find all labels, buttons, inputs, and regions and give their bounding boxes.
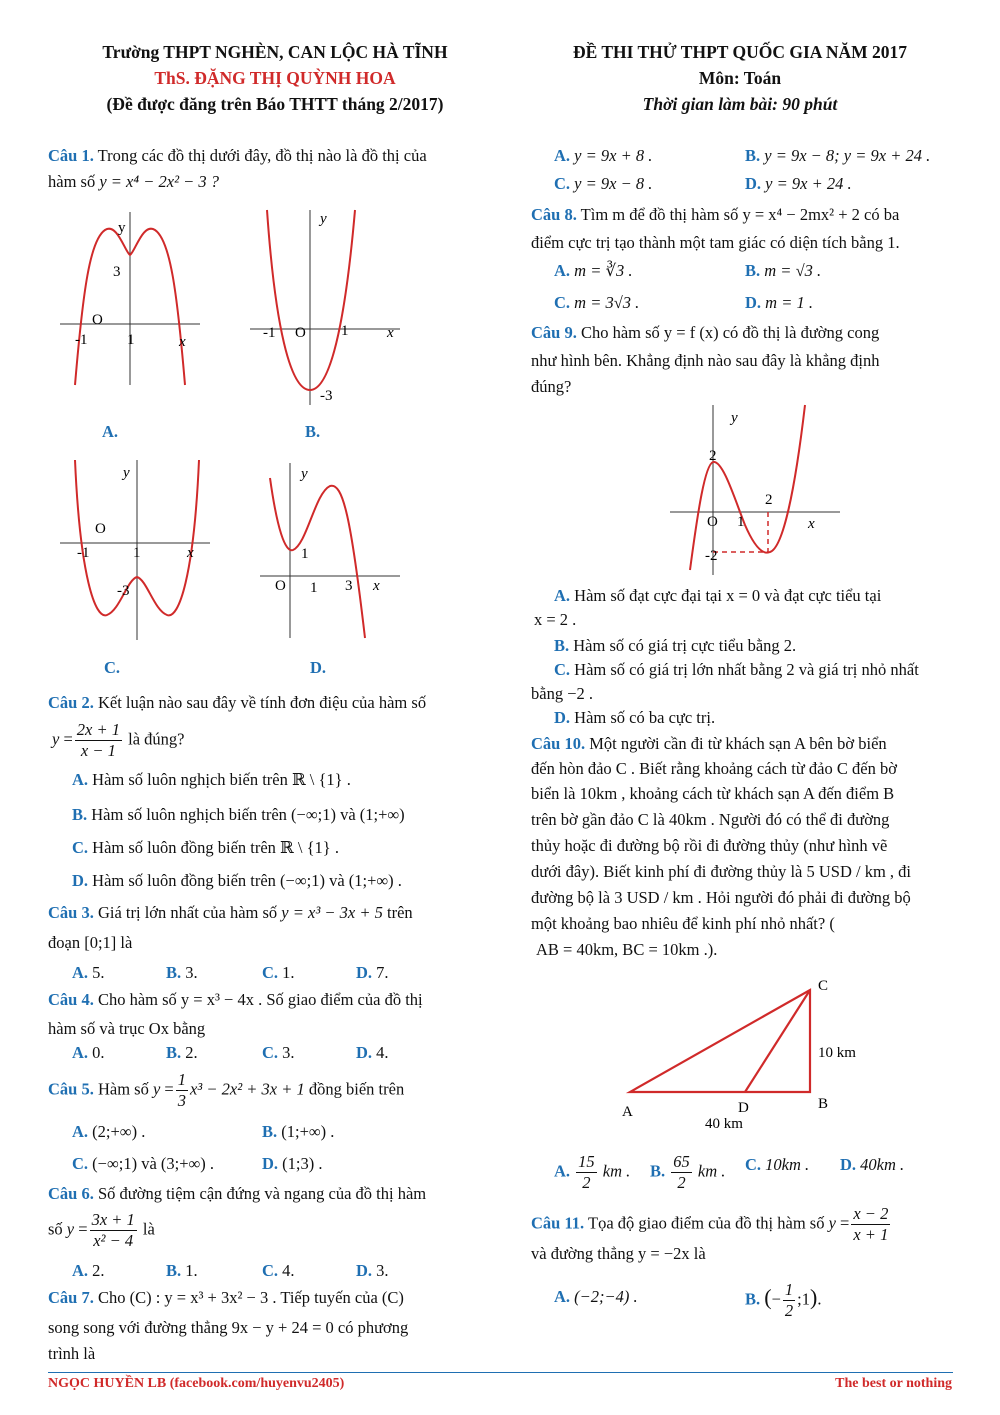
- graph-b-o: O: [295, 325, 306, 341]
- q9-line3: đúng?: [531, 377, 572, 396]
- q10-option-b: B. $\frac{65}{2}$ km .: [650, 1152, 726, 1192]
- q3-line1: Câu 3. Giá trị lớn nhất của hàm số y = x³ − 3x + 5 trên: [48, 903, 413, 922]
- q9-graph: [665, 400, 845, 580]
- graph-c-o: O: [95, 521, 106, 537]
- q10-line9: AB = 40km, BC = 10km .).: [536, 940, 718, 959]
- q5-option-d: D. (1;3) .: [262, 1154, 323, 1173]
- graph-c-x: x: [187, 545, 194, 561]
- graph-c-p1: 1: [133, 545, 141, 561]
- q7-option-c: C. y = 9x − 8 .: [554, 174, 653, 193]
- graph-d-y: y: [301, 466, 308, 482]
- q9-option-d: D. Hàm số có ba cực trị.: [554, 708, 716, 727]
- q9-graph-1: 1: [737, 514, 745, 530]
- q10-line8: một khoảng bao nhiêu để kinh phí nhỏ nhất? (: [531, 914, 835, 933]
- q9-option-c: C. Hàm số có giá trị lớn nhất bằng 2 và giá trị nhỏ nhất: [554, 660, 919, 679]
- publish-note: (Đề được đăng trên Báo THTT tháng 2/2017): [106, 94, 444, 114]
- q8-option-b: B. m = √3 .: [745, 261, 822, 280]
- q2-line2: y = $\frac{2x + 1}{x - 1}$ là đúng?: [52, 720, 185, 760]
- q10-point-b: B: [818, 1096, 829, 1112]
- exam-subject: Môn: Toán: [698, 68, 782, 88]
- graph-a-x: x: [179, 334, 186, 350]
- q3-option-b: B. 3.: [166, 963, 198, 982]
- graph-c: [55, 455, 215, 645]
- q10-side-bc: 10 km: [818, 1045, 856, 1061]
- q5-option-b: B. (1;+∞) .: [262, 1122, 335, 1141]
- q10-line4: trên bờ gần đảo C là 40km . Người đó có thể đi đường: [531, 810, 890, 829]
- q5-option-a: A. (2;+∞) .: [72, 1122, 146, 1141]
- school-name: Trường THPT NGHÈN, CAN LỘC HÀ TĨNH: [102, 42, 448, 62]
- q9-option-a: A. Hàm số đạt cực đại tại x = 0 và đạt cực tiểu tại: [554, 586, 882, 605]
- q10-side-ab: 40 km: [705, 1116, 743, 1132]
- footer-divider: [48, 1372, 953, 1373]
- q6-option-b: B. 1.: [166, 1261, 198, 1280]
- q10-line1: Câu 10. Một người cần đi từ khách sạn A bên bờ biển: [531, 734, 887, 753]
- q4-option-a: A. 0.: [72, 1043, 105, 1062]
- q9-option-a-cont: x = 2 .: [534, 610, 577, 629]
- q9-option-c-cont: bằng −2 .: [531, 684, 594, 703]
- q8-option-a: A. m = ∛3 .: [554, 261, 633, 280]
- q4-option-d: D. 4.: [356, 1043, 389, 1062]
- graph-b-p1: 1: [341, 323, 349, 339]
- graph-b-m3: -3: [320, 388, 333, 404]
- q2-line1: Câu 2. Kết luận nào sau đây về tính đơn điệu của hàm số: [48, 693, 427, 712]
- exam-title: ĐỀ THI THỬ THPT QUỐC GIA NĂM 2017: [572, 42, 907, 62]
- q2-option-c: C. Hàm số luôn đồng biến trên ℝ \ {1} .: [72, 838, 339, 857]
- q10-line6: dưới đây). Biết kinh phí đi đường thủy là 5 USD / km , đi: [531, 862, 911, 881]
- graph-b-y: y: [320, 211, 327, 227]
- graph-d-p1: 1: [310, 580, 318, 596]
- graph-d-o: O: [275, 578, 286, 594]
- q6-option-d: D. 3.: [356, 1261, 389, 1280]
- q6-option-c: C. 4.: [262, 1261, 295, 1280]
- q1-line2: hàm số y = x⁴ − 2x² − 3 ?: [48, 172, 220, 191]
- q7-option-d: D. y = 9x + 24 .: [745, 174, 852, 193]
- q10-line2: đến hòn đảo C . Biết rằng khoảng cách từ đảo C đến bờ: [531, 759, 897, 778]
- q10-point-c: C: [818, 978, 829, 994]
- q10-option-c: C. 10km .: [745, 1155, 810, 1174]
- footer-left: NGỌC HUYỀN LB (facebook.com/huyenvu2405): [48, 1376, 345, 1391]
- q5-line1: Câu 5. Hàm số y = $\frac{1}{3}$ x³ − 2x² + 3x + 1 đồng biến trên: [48, 1070, 405, 1110]
- graph-c-m3: -3: [117, 583, 130, 599]
- graph-a-y: y: [118, 220, 126, 236]
- q6-line2: số y = $\frac{3x + 1}{\text{x² − 4}}$ là: [48, 1210, 155, 1250]
- graph-c-m1: -1: [77, 545, 90, 561]
- q9-line2: như hình bên. Khẳng định nào sau đây là khẳng định: [531, 351, 880, 370]
- q7-line2: song song với đường thẳng 9x − y + 24 = 0 có phương: [48, 1318, 409, 1337]
- q7-option-b: B. y = 9x − 8; y = 9x + 24 .: [745, 146, 931, 165]
- q11-line2: và đường thẳng y = −2x là: [531, 1244, 706, 1263]
- graph-c-y: y: [123, 465, 130, 481]
- q2-fraction: $\frac{2x + 1}{x - 1}$: [76, 720, 120, 760]
- q4-line2: hàm số và trục Ox bằng: [48, 1019, 206, 1038]
- q10-triangle: [610, 970, 870, 1140]
- author-name: ThS. ĐẶNG THỊ QUỲNH HOA: [154, 68, 396, 88]
- q10-line3: biển là 10km , khoảng cách từ khách sạn A đến điểm B: [531, 784, 895, 803]
- q8-option-d: D. m = 1 .: [745, 293, 813, 312]
- q11-option-b: B. (− $\frac{1}{2}$ ;1).: [745, 1280, 822, 1320]
- graph-a-3: 3: [113, 264, 121, 280]
- graph-b: [245, 205, 405, 410]
- q3-line2: đoạn [0;1] là: [48, 933, 133, 952]
- q4-line1: Câu 4. Cho hàm số y = x³ − 4x . Số giao điểm của đồ thị: [48, 990, 423, 1009]
- q11-option-a: A. (−2;−4) .: [554, 1287, 638, 1306]
- graph-d-x: x: [373, 578, 380, 594]
- q9-graph-x: x: [808, 516, 815, 532]
- q4-option-c: C. 3.: [262, 1043, 295, 1062]
- q3-option-a: A. 5.: [72, 963, 105, 982]
- q10-option-d: D. 40km .: [840, 1155, 905, 1174]
- graph-a-label: A.: [102, 422, 119, 441]
- q7-line3: trình là: [48, 1344, 96, 1363]
- graph-b-x: x: [387, 325, 394, 341]
- graph-b-label: B.: [305, 422, 321, 441]
- graph-a-p1: 1: [127, 332, 135, 348]
- graph-c-label: C.: [104, 658, 121, 677]
- q3-option-c: C. 1.: [262, 963, 295, 982]
- q10-point-a: A: [622, 1104, 633, 1120]
- q7-line1: Câu 7. Cho (C) : y = x³ + 3x² − 3 . Tiếp tuyến của (C): [48, 1288, 404, 1307]
- q9-graph-2: 2: [709, 448, 717, 464]
- q5-option-c: C. (−∞;1) và (3;+∞) .: [72, 1154, 215, 1173]
- graph-d-1: 1: [301, 546, 309, 562]
- q2-option-a: A. Hàm số luôn nghịch biến trên ℝ \ {1} .: [72, 770, 351, 789]
- q7-option-a: A. y = 9x + 8 .: [554, 146, 653, 165]
- graph-a: [55, 200, 205, 390]
- q9-line1: Câu 9. Cho hàm số y = f (x) có đồ thị là đường cong: [531, 323, 880, 342]
- q3-option-d: D. 7.: [356, 963, 389, 982]
- q6-option-a: A. 2.: [72, 1261, 105, 1280]
- graph-b-m1: -1: [263, 325, 276, 341]
- q10-point-d: D: [738, 1100, 749, 1116]
- q2-option-d: D. Hàm số luôn đồng biến trên (−∞;1) và (1;+∞) .: [72, 871, 402, 890]
- footer-right: The best or nothing: [835, 1376, 952, 1391]
- q10-line7: đường bộ là 3 USD / km . Hỏi người đó phải đi đường bộ: [531, 888, 911, 907]
- q11-line1: Câu 11. Tọa độ giao điểm của đồ thị hàm số y = $\frac{x - 2}{x + 1}$: [531, 1204, 889, 1244]
- q2-option-b: B. Hàm số luôn nghịch biến trên (−∞;1) và (1;+∞): [72, 805, 405, 824]
- q9-graph-m2: -2: [705, 548, 718, 564]
- q9-graph-o: O: [707, 514, 718, 530]
- graph-a-o: O: [92, 312, 103, 328]
- q8-option-c: C. m = 3√3 .: [554, 293, 640, 312]
- q6-line1: Câu 6. Số đường tiệm cận đứng và ngang của đồ thị hàm: [48, 1184, 427, 1203]
- q4-option-b: B. 2.: [166, 1043, 198, 1062]
- q1-line1: Câu 1. Trong các đồ thị dưới đây, đồ thị nào là đồ thị của: [48, 146, 427, 165]
- graph-a-m1: -1: [75, 332, 88, 348]
- q9-option-b: B. Hàm số có giá trị cực tiểu bằng 2.: [554, 636, 797, 655]
- q8-line1: Câu 8. Tìm m để đồ thị hàm số y = x⁴ − 2mx² + 2 có ba: [531, 205, 900, 224]
- q10-option-a: A. $\frac{15}{2}$ km .: [554, 1152, 631, 1192]
- q8-line2: điểm cực trị tạo thành một tam giác có diện tích bằng 1.: [531, 233, 900, 252]
- q9-graph-2b: 2: [765, 492, 773, 508]
- graph-d-3: 3: [345, 578, 353, 594]
- graph-d-label: D.: [310, 658, 327, 677]
- q9-graph-y: y: [731, 410, 738, 426]
- graph-d: [255, 458, 405, 643]
- q10-line5: thủy hoặc đi đường bộ rồi đi đường thủy (như hình vẽ: [531, 836, 888, 855]
- exam-time: Thời gian làm bài: 90 phút: [642, 94, 838, 114]
